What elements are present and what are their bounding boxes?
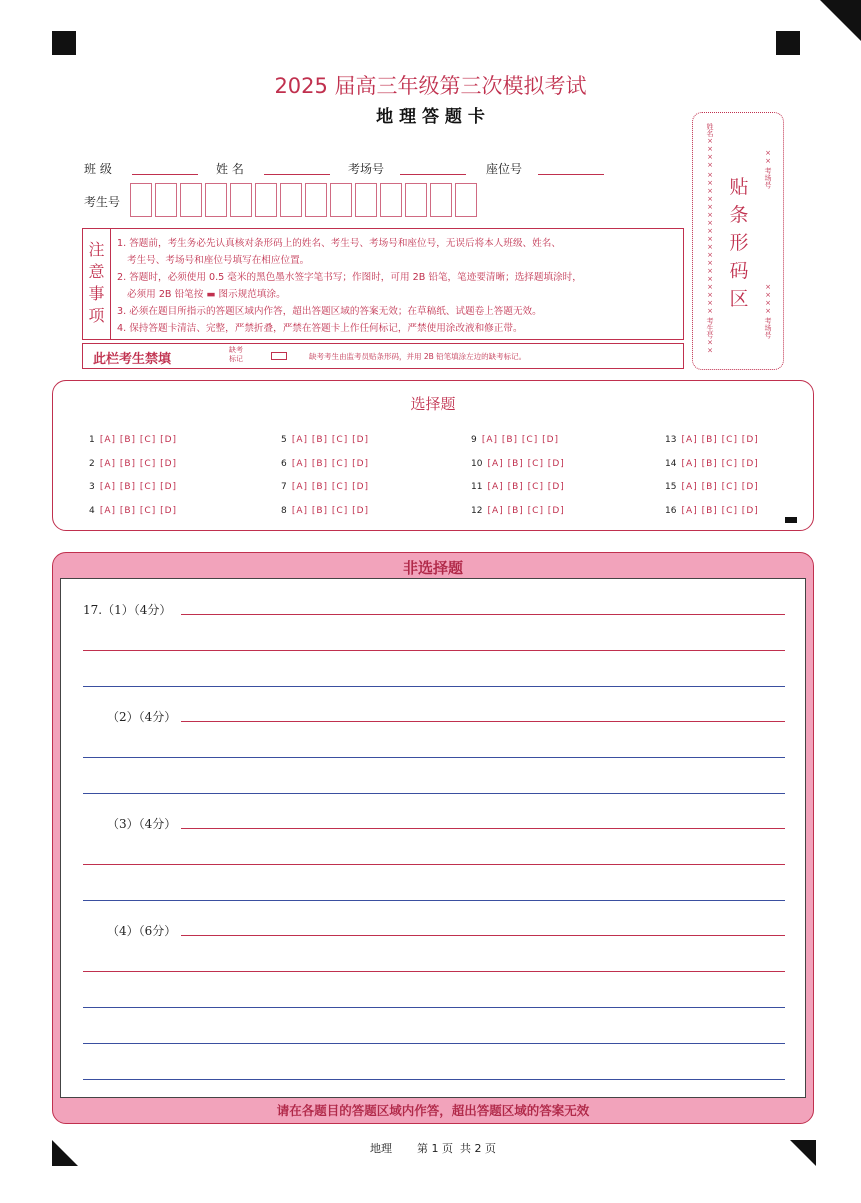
question-number: 8 xyxy=(281,506,287,517)
exam-number-label: 考生号 xyxy=(84,195,121,209)
choice-row xyxy=(281,474,369,498)
notice-line: 必须用 2B 铅笔按 ▬ 图示规范填涂。 xyxy=(127,289,286,300)
answer-line[interactable] xyxy=(181,828,785,829)
barcode-left-strip: 姓名×××× ×××××××××××××××××× 考生号×× xyxy=(706,123,714,355)
choice-options[interactable]: [A] [B] [C] [D] xyxy=(487,506,565,517)
nonchoice-title: 非选择题 xyxy=(402,559,463,577)
answer-line[interactable] xyxy=(181,721,785,722)
choice-options[interactable]: [A] [B] [C] [D] xyxy=(681,482,759,493)
answer-line[interactable] xyxy=(83,1007,785,1008)
room-label: 考场号 xyxy=(348,162,385,176)
corner-triangle-top-right xyxy=(820,0,861,41)
barcode-char: 形 xyxy=(729,232,749,254)
proctor-row xyxy=(82,343,684,369)
question-number: 6 xyxy=(281,458,287,469)
choice-row xyxy=(665,474,759,498)
barcode-char: 码 xyxy=(729,260,749,282)
choice-options[interactable]: [A] [B] [C] [D] xyxy=(99,458,178,469)
absent-label-line: 缺考 xyxy=(229,346,243,354)
choice-options[interactable]: [A] [B] [C] [D] xyxy=(487,482,565,493)
exam-number-box[interactable] xyxy=(180,183,202,217)
notice-line: 考生号、考场号和座位号填写在相应位置。 xyxy=(127,255,310,266)
barcode-char: 条 xyxy=(729,204,749,226)
question-number: 1 xyxy=(89,435,95,445)
question-number: 10 xyxy=(471,458,483,469)
notice-line: 4. 保持答题卡清洁、完整，严禁折叠，严禁在答题卡上作任何标记，严禁使用涂改液和修正带。 xyxy=(117,323,523,334)
choice-row xyxy=(471,498,565,522)
choice-row xyxy=(665,427,759,451)
question-number: 2 xyxy=(89,458,95,469)
exam-number-box[interactable] xyxy=(355,183,377,217)
notice-heading-char: 事 xyxy=(88,284,105,303)
answer-line[interactable] xyxy=(83,757,785,758)
class-field[interactable] xyxy=(132,160,198,175)
choice-options[interactable]: [A] [B] [C] [D] xyxy=(681,458,759,469)
seat-label: 座位号 xyxy=(486,162,523,176)
notice-heading-char: 注 xyxy=(88,240,105,259)
question-label: 17.（1）（4分） xyxy=(83,603,172,617)
answer-line[interactable] xyxy=(83,864,785,865)
question-label: （3）（4分） xyxy=(107,817,177,831)
question-number: 15 xyxy=(665,482,677,493)
exam-title: 2025 届高三年级第三次模拟考试 xyxy=(274,74,587,98)
choice-row xyxy=(281,427,369,451)
choice-row xyxy=(471,427,565,451)
choice-options[interactable]: [A] [B] [C] [D] xyxy=(291,458,370,469)
choice-column-2 xyxy=(281,427,369,522)
question-label: （4）（6分） xyxy=(107,924,177,938)
question-number: 16 xyxy=(665,506,677,517)
question-number: 13 xyxy=(665,435,677,445)
choice-row xyxy=(89,427,177,451)
exam-number-box[interactable] xyxy=(255,183,277,217)
question-number: 5 xyxy=(281,435,287,445)
exam-number-box[interactable] xyxy=(330,183,352,217)
footer-page-number: 第 1 页 共 2 页 xyxy=(417,1142,496,1155)
choice-options[interactable]: [A] [B] [C] [D] xyxy=(291,435,370,445)
exam-number-box[interactable] xyxy=(405,183,427,217)
question-number: 7 xyxy=(281,482,287,493)
notice-box xyxy=(82,228,684,340)
question-number: 11 xyxy=(471,482,483,493)
question-number: 4 xyxy=(89,506,95,517)
absent-label-line: 标记 xyxy=(229,355,243,363)
notice-line: 1. 答题前，考生务必先认真核对条形码上的姓名、考生号、考场号和座位号，无误后将本人班级、姓名、 xyxy=(117,238,561,249)
exam-number-box[interactable] xyxy=(305,183,327,217)
choice-section xyxy=(52,380,814,531)
question-number: 14 xyxy=(665,458,677,469)
answer-line[interactable] xyxy=(83,793,785,794)
exam-number-box[interactable] xyxy=(155,183,177,217)
notice-text xyxy=(117,235,679,337)
proctor-label: 此栏考生禁填 xyxy=(93,352,172,367)
answer-area[interactable] xyxy=(60,578,806,1098)
choice-options[interactable]: [A] [B] [C] [D] xyxy=(487,458,565,469)
choice-options[interactable]: [A] [B] [C] [D] xyxy=(99,435,178,445)
room-field[interactable] xyxy=(400,160,466,175)
choice-column-1 xyxy=(89,427,177,522)
barcode-char: 区 xyxy=(729,288,749,310)
question-number: 9 xyxy=(471,435,477,445)
question-number: 3 xyxy=(89,482,95,493)
corner-triangle-bottom-left xyxy=(52,1140,78,1166)
footer-warning: 请在各题目的答题区域内作答，超出答题区域的答案无效 xyxy=(276,1103,590,1118)
choice-title: 选择题 xyxy=(410,395,456,413)
question-number: 12 xyxy=(471,506,483,517)
notice-line: 3. 必须在题目所指示的答题区域内作答，超出答题区域的答案无效；在草稿纸、试题卷上答题无效。 xyxy=(117,306,542,317)
choice-row xyxy=(471,474,565,498)
corner-triangle-bottom-right xyxy=(790,1140,816,1166)
choice-row xyxy=(89,474,177,498)
name-field[interactable] xyxy=(264,160,330,175)
barcode-right-strip-bottom: ×××× 考场号 xyxy=(764,283,772,339)
alignment-marker-top-left xyxy=(52,31,76,55)
exam-number-box[interactable] xyxy=(380,183,402,217)
notice-heading-char: 项 xyxy=(88,306,105,325)
choice-column-4 xyxy=(665,427,759,522)
seat-field[interactable] xyxy=(538,160,604,175)
answer-line[interactable] xyxy=(181,935,785,936)
choice-options[interactable]: [A] [B] [C] [D] xyxy=(291,506,370,517)
footer-subject: 地理 xyxy=(370,1142,392,1155)
nonchoice-section xyxy=(52,552,814,1124)
exam-number-box[interactable] xyxy=(455,183,477,217)
exam-number-box[interactable] xyxy=(230,183,252,217)
choice-row xyxy=(281,451,369,475)
answer-line[interactable] xyxy=(83,650,785,651)
notice-heading xyxy=(83,229,111,339)
exam-number-boxes xyxy=(130,183,477,217)
barcode-char: 贴 xyxy=(729,176,749,198)
choice-row xyxy=(89,498,177,522)
answer-sheet-subtitle: 地 理 答 题 卡 xyxy=(376,107,485,127)
exam-number-box[interactable] xyxy=(130,183,152,217)
answer-line[interactable] xyxy=(83,971,785,972)
answer-line[interactable] xyxy=(83,900,785,901)
choice-options[interactable]: [A] [B] [C] [D] xyxy=(681,506,759,517)
choice-options[interactable]: [A] [B] [C] [D] xyxy=(99,482,178,493)
absent-mark-label xyxy=(229,346,243,364)
notice-line: 2. 答题时，必须使用 0.5 毫米的黑色墨水签字笔书写；作图时，可用 2B 铅笔，笔迹要清晰；选择题填涂时， xyxy=(117,272,582,283)
answer-line[interactable] xyxy=(181,614,785,615)
choice-options[interactable]: [A] [B] [C] [D] xyxy=(291,482,370,493)
exam-number-box[interactable] xyxy=(430,183,452,217)
class-label: 班 级 xyxy=(84,162,112,176)
choice-row xyxy=(665,451,759,475)
barcode-right-strip-top: ×× 考场号 xyxy=(764,149,772,189)
choice-options[interactable]: [A] [B] [C] [D] xyxy=(481,435,560,445)
question-label: （2）（4分） xyxy=(107,710,177,724)
notice-heading-char: 意 xyxy=(88,262,105,281)
name-label: 姓 名 xyxy=(216,162,244,176)
answer-line[interactable] xyxy=(83,1079,785,1080)
choice-row xyxy=(471,451,565,475)
alignment-marker-top-right xyxy=(776,31,800,55)
answer-line[interactable] xyxy=(83,686,785,687)
answer-line[interactable] xyxy=(83,1043,785,1044)
choice-options[interactable]: [A] [B] [C] [D] xyxy=(99,506,178,517)
choice-row xyxy=(281,498,369,522)
choice-row xyxy=(665,498,759,522)
exam-number-box[interactable] xyxy=(205,183,227,217)
absent-note: 缺考考生由监考员贴条形码，并用 2B 铅笔填涂左边的缺考标记。 xyxy=(309,352,527,361)
choice-row xyxy=(89,451,177,475)
exam-number-box[interactable] xyxy=(280,183,302,217)
absent-checkbox[interactable] xyxy=(271,352,287,360)
timing-mark xyxy=(785,517,797,523)
barcode-area[interactable] xyxy=(692,112,784,370)
barcode-label xyxy=(727,173,751,313)
choice-column-3 xyxy=(471,427,565,522)
choice-options[interactable]: [A] [B] [C] [D] xyxy=(681,435,759,445)
